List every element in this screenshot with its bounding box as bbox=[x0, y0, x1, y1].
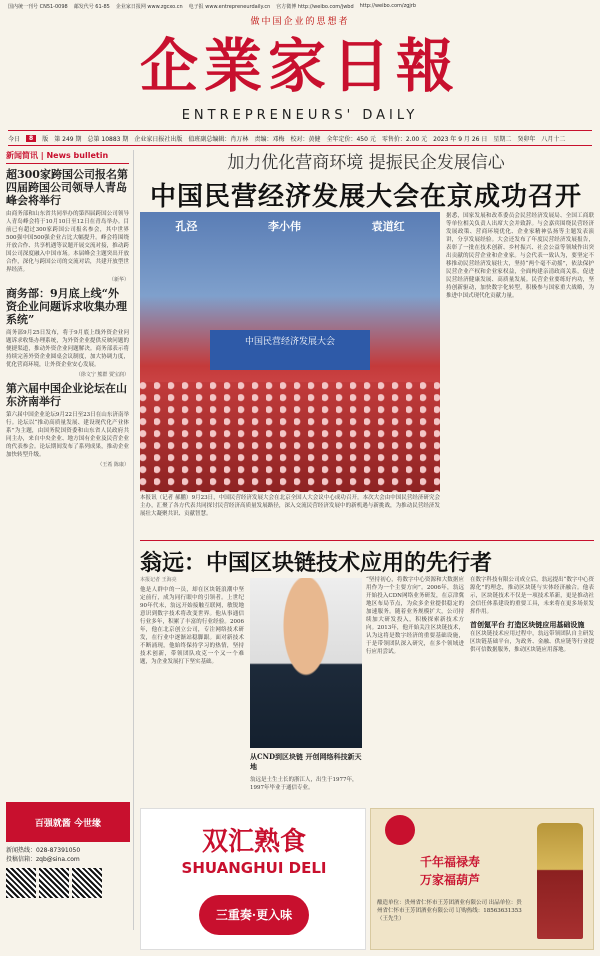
issue-item: 零售价：2.00 元 bbox=[381, 135, 428, 143]
name-card: 袁道红 bbox=[371, 220, 405, 233]
section-tag: 新闻简讯 | News bulletin bbox=[6, 150, 129, 164]
name-card: 孔泾 bbox=[175, 220, 198, 233]
slogan: 做中国企业的思想者 bbox=[250, 17, 350, 27]
issue-item: 企业家日报社出版 bbox=[134, 135, 183, 143]
feature-body-col-d bbox=[470, 576, 594, 802]
issue-lunar-date: 八月十二 bbox=[541, 135, 566, 143]
article-body: 第六届中国企业论坛9月22日至23日在山东济南举行。论坛以“推动高质量发展、建设现代化产业体系”为主题，由国务院国资委和山东省人民政府共同主办，来自中央企业、地方国有企业及民营企业的代表参会。论坛期间发布了系列成果，推动企业加快转型升级。 bbox=[6, 412, 129, 458]
today-label: 今日 bbox=[8, 135, 21, 143]
top-info-bar bbox=[0, 0, 600, 12]
qr-code-icon[interactable] bbox=[39, 868, 69, 898]
page-count: 8 bbox=[26, 135, 36, 142]
topbar-item[interactable]: http://weibo.com/zgjrb bbox=[359, 3, 417, 9]
feature-body-col-c: “坚持初心，将数字中心资源和大数据应用作为一个主要方向”。2006年，翁远开始投入CDN网络业务研发，在京津冀地区布局节点，为众多企业提供稳定的加速服务。随着业务规模扩大，公司持续加大研发投入，积极探索新技术方向。2013年，他开始关注区块链技术，认为这将是数字经济的重要基础设施，于是带领团队深入研究，在多个领域进行应用尝试。 bbox=[366, 577, 464, 655]
article-headline[interactable]: 超300家跨国公司报名第四届跨国公司领导人青岛峰会将举行 bbox=[6, 168, 128, 207]
shuanghui-advertisement[interactable] bbox=[140, 808, 366, 950]
contact-info bbox=[6, 846, 130, 950]
conference-photo bbox=[140, 212, 440, 492]
photo-name-cards bbox=[140, 218, 440, 234]
article-headline[interactable]: 商务部：9月底上线“外资企业问题诉求收集办理系统” bbox=[6, 287, 127, 326]
masthead-title: 企業家日報 bbox=[139, 32, 460, 100]
ad-slogan-logo: 三重奏·更入味 bbox=[199, 895, 309, 935]
section-divider bbox=[140, 540, 594, 541]
lead-headline[interactable]: 中国民营经济发展大会在京成功召开 bbox=[149, 182, 582, 212]
email[interactable]: 投稿信箱：zqb@sina.com bbox=[6, 856, 80, 863]
audience-crowd bbox=[140, 382, 440, 492]
topbar-item: 国内统一刊号 CN51-0098 bbox=[8, 3, 68, 10]
brand-seal-icon bbox=[385, 815, 415, 845]
feature-headline[interactable]: 翁远：中国区块链技术应用的先行者 bbox=[140, 550, 493, 576]
issue-item: 版 bbox=[42, 135, 49, 143]
issue-item: 全年定价：450 元 bbox=[326, 135, 376, 143]
liquor-bottle-icon bbox=[537, 823, 583, 939]
feature-body-col-b: 翁远是土生土长的浙江人，出生于1977年，1997年毕业于通信专业。 bbox=[250, 777, 358, 791]
issue-item: 校对：黄健 bbox=[290, 135, 321, 143]
lead-subheadline: 加力优化营商环境 提振民企发展信心 bbox=[227, 153, 505, 173]
qr-code-icon[interactable] bbox=[72, 868, 102, 898]
topbar-item[interactable]: 官方微博 http://weibo.com/jwbd bbox=[276, 3, 354, 10]
feature-body-paragraph: 在区块链技术应用过程中，翁远带领团队自主研发区块链基础平台，为政务、金融、供应链等行业提供可信数据服务，推动区块链应用落地。 bbox=[470, 631, 594, 653]
issue-info-bar bbox=[8, 130, 592, 146]
ad-contact-info: 酿造单位：贵州省仁怀市王芳团酒业有限公司 出品单位：贵州省仁怀市王芳团酒业有限公司 订购热线：18563631353（王先生） bbox=[377, 900, 522, 922]
feature-byline: 本报记者 王海亮 bbox=[140, 577, 177, 583]
issue-item: 值班副总编辑：肖万林 bbox=[188, 135, 249, 143]
hotline: 新闻热线：028-87391050 bbox=[6, 847, 81, 854]
portrait-photo bbox=[250, 578, 362, 748]
feature-body-col-a: 他是人群中的一员，却在区块链浪潮中坚定前行，成为同行眼中的引领者。上世纪90年代末，翁远开始接触互联网，敏锐地意识到数字技术将改变世界。他从事通信行业多年，积累了丰富的行业经验。2006年，他在北京创立公司，专注网络技术研发，在行业中逐渐站稳脚跟。面对新技术不断涌现，他始终保持学习的热情，坚持技术创新，带领团队攻克一个又一个难题，为企业发展打下坚实基础。 bbox=[140, 587, 244, 665]
issue-date: 2023 年 9 月 26 日 bbox=[433, 135, 488, 143]
topbar-item[interactable]: 企业家日报网 www.zgcxo.cn bbox=[115, 3, 183, 10]
issue-lunar-year: 癸卯年 bbox=[517, 135, 536, 143]
article-body: 由商务部和山东省共同举办的第四届跨国公司领导人青岛峰会将于10月10日至12日在青岛举办。目前已有超过300家跨国公司报名参会，其中世界500强中国500强企业占比大幅提升。峰会将围绕开放合作、共享机遇等议题开展交流对接，推动跨国公司深度融入中国市场。本届峰会主题突出开放合作，深化与跨国公司的交流对话，共建开放型世界经济。 bbox=[6, 211, 129, 273]
qr-code-icon[interactable] bbox=[6, 868, 36, 898]
article-source: （王希 陈康） bbox=[97, 462, 129, 468]
masthead-english: ENTREPRENEURS' DAILY bbox=[181, 108, 419, 123]
ad-line-2: 万家福葫芦 bbox=[419, 873, 480, 887]
topbar-item: 邮发代号 61-85 bbox=[73, 3, 110, 10]
article-headline[interactable]: 第六届中国企业论坛在山东济南举行 bbox=[6, 382, 127, 408]
name-card: 李小伟 bbox=[267, 220, 301, 233]
lead-body-column: 据悉，国家发展和改革委员会民营经济发展局、全国工商联等单位相关负责人出席大会并致辞。与会嘉宾围绕民营经济发展政策、营商环境优化、企业家精神弘扬等主题发表演讲，分享发展经验。大会还发布了年度民营经济发展报告，表彰了一批在技术创新、乡村振兴、社会公益等领域作出突出贡献的民营企业和企业家。与会代表一致认为，要坚定不移推动民营经济发展壮大，坚持“两个毫不动摇”，依法保护民营企业产权和企业家权益，全面构建亲清政商关系，促进民营经济健康发展、高质量发展。民营企业要练好内功，坚持创新驱动，加快数字化转型，积极参与国家重大战略，为推进中国式现代化贡献力量。 bbox=[446, 213, 594, 299]
conference-banner: 中国民营经济发展大会 bbox=[210, 330, 370, 370]
article-body: 商务部9月25日发布，将于9月底上线外资企业问题诉求收集办理系统，为外资企业提供反映问题的便捷渠道，推动外资企业问题解决。商务部表示将持续完善外资企业圆桌会议制度，加大协调力度，优化营商环境，让外资企业安心发展。 bbox=[6, 330, 129, 368]
issue-item: 总第 10883 期 bbox=[87, 135, 129, 143]
feature-subsection-title: 首创氪平台 打造区块链应用基础设施 bbox=[470, 620, 585, 629]
issue-item: 责编：邓梅 bbox=[254, 135, 285, 143]
portrait-caption: 从CND到区块链 开创网络科技新天地 bbox=[250, 752, 362, 771]
ad-brand-en: SHUANGHUI DELI bbox=[181, 859, 327, 877]
lead-caption: 本报讯（记者 郝鹏）9月23日，中国民营经济发展大会在北京全国人大会议中心成功召开。本次大会由中国民营经济研究会主办，汇聚了各方代表共同探讨民营经济高质量发展路径，深入交流民营经济发展中的新机遇与新挑战，为推动民营经济发展壮大凝聚共识、贡献智慧。 bbox=[140, 495, 440, 517]
issue-weekday: 星期二 bbox=[493, 135, 512, 143]
liquor-advertisement[interactable] bbox=[370, 808, 594, 950]
article-source: （新华） bbox=[108, 277, 129, 283]
ad-brand-cn: 双汇熟食 bbox=[201, 827, 306, 857]
topbar-item[interactable]: 电子报 www.entrepreneurdaily.cn bbox=[188, 3, 271, 10]
ad-line-1: 千年福禄寿 bbox=[419, 855, 480, 869]
left-advertisement[interactable]: 百强就酱 今世缘 bbox=[6, 802, 130, 842]
article-source: （徐文宁 熊群 贾宝润） bbox=[75, 372, 129, 378]
feature-body-paragraph: 在数字科技有限公司成立后，翁远提出“数字中心资源化”的理念，推动区块链与实体经济融合。他表示，区块链技术不仅是一项技术革新，更是推动社会信任体系建设的重要工具，未来将在更多场景发挥作用。 bbox=[470, 577, 594, 615]
issue-item: 第 249 期 bbox=[54, 135, 82, 143]
